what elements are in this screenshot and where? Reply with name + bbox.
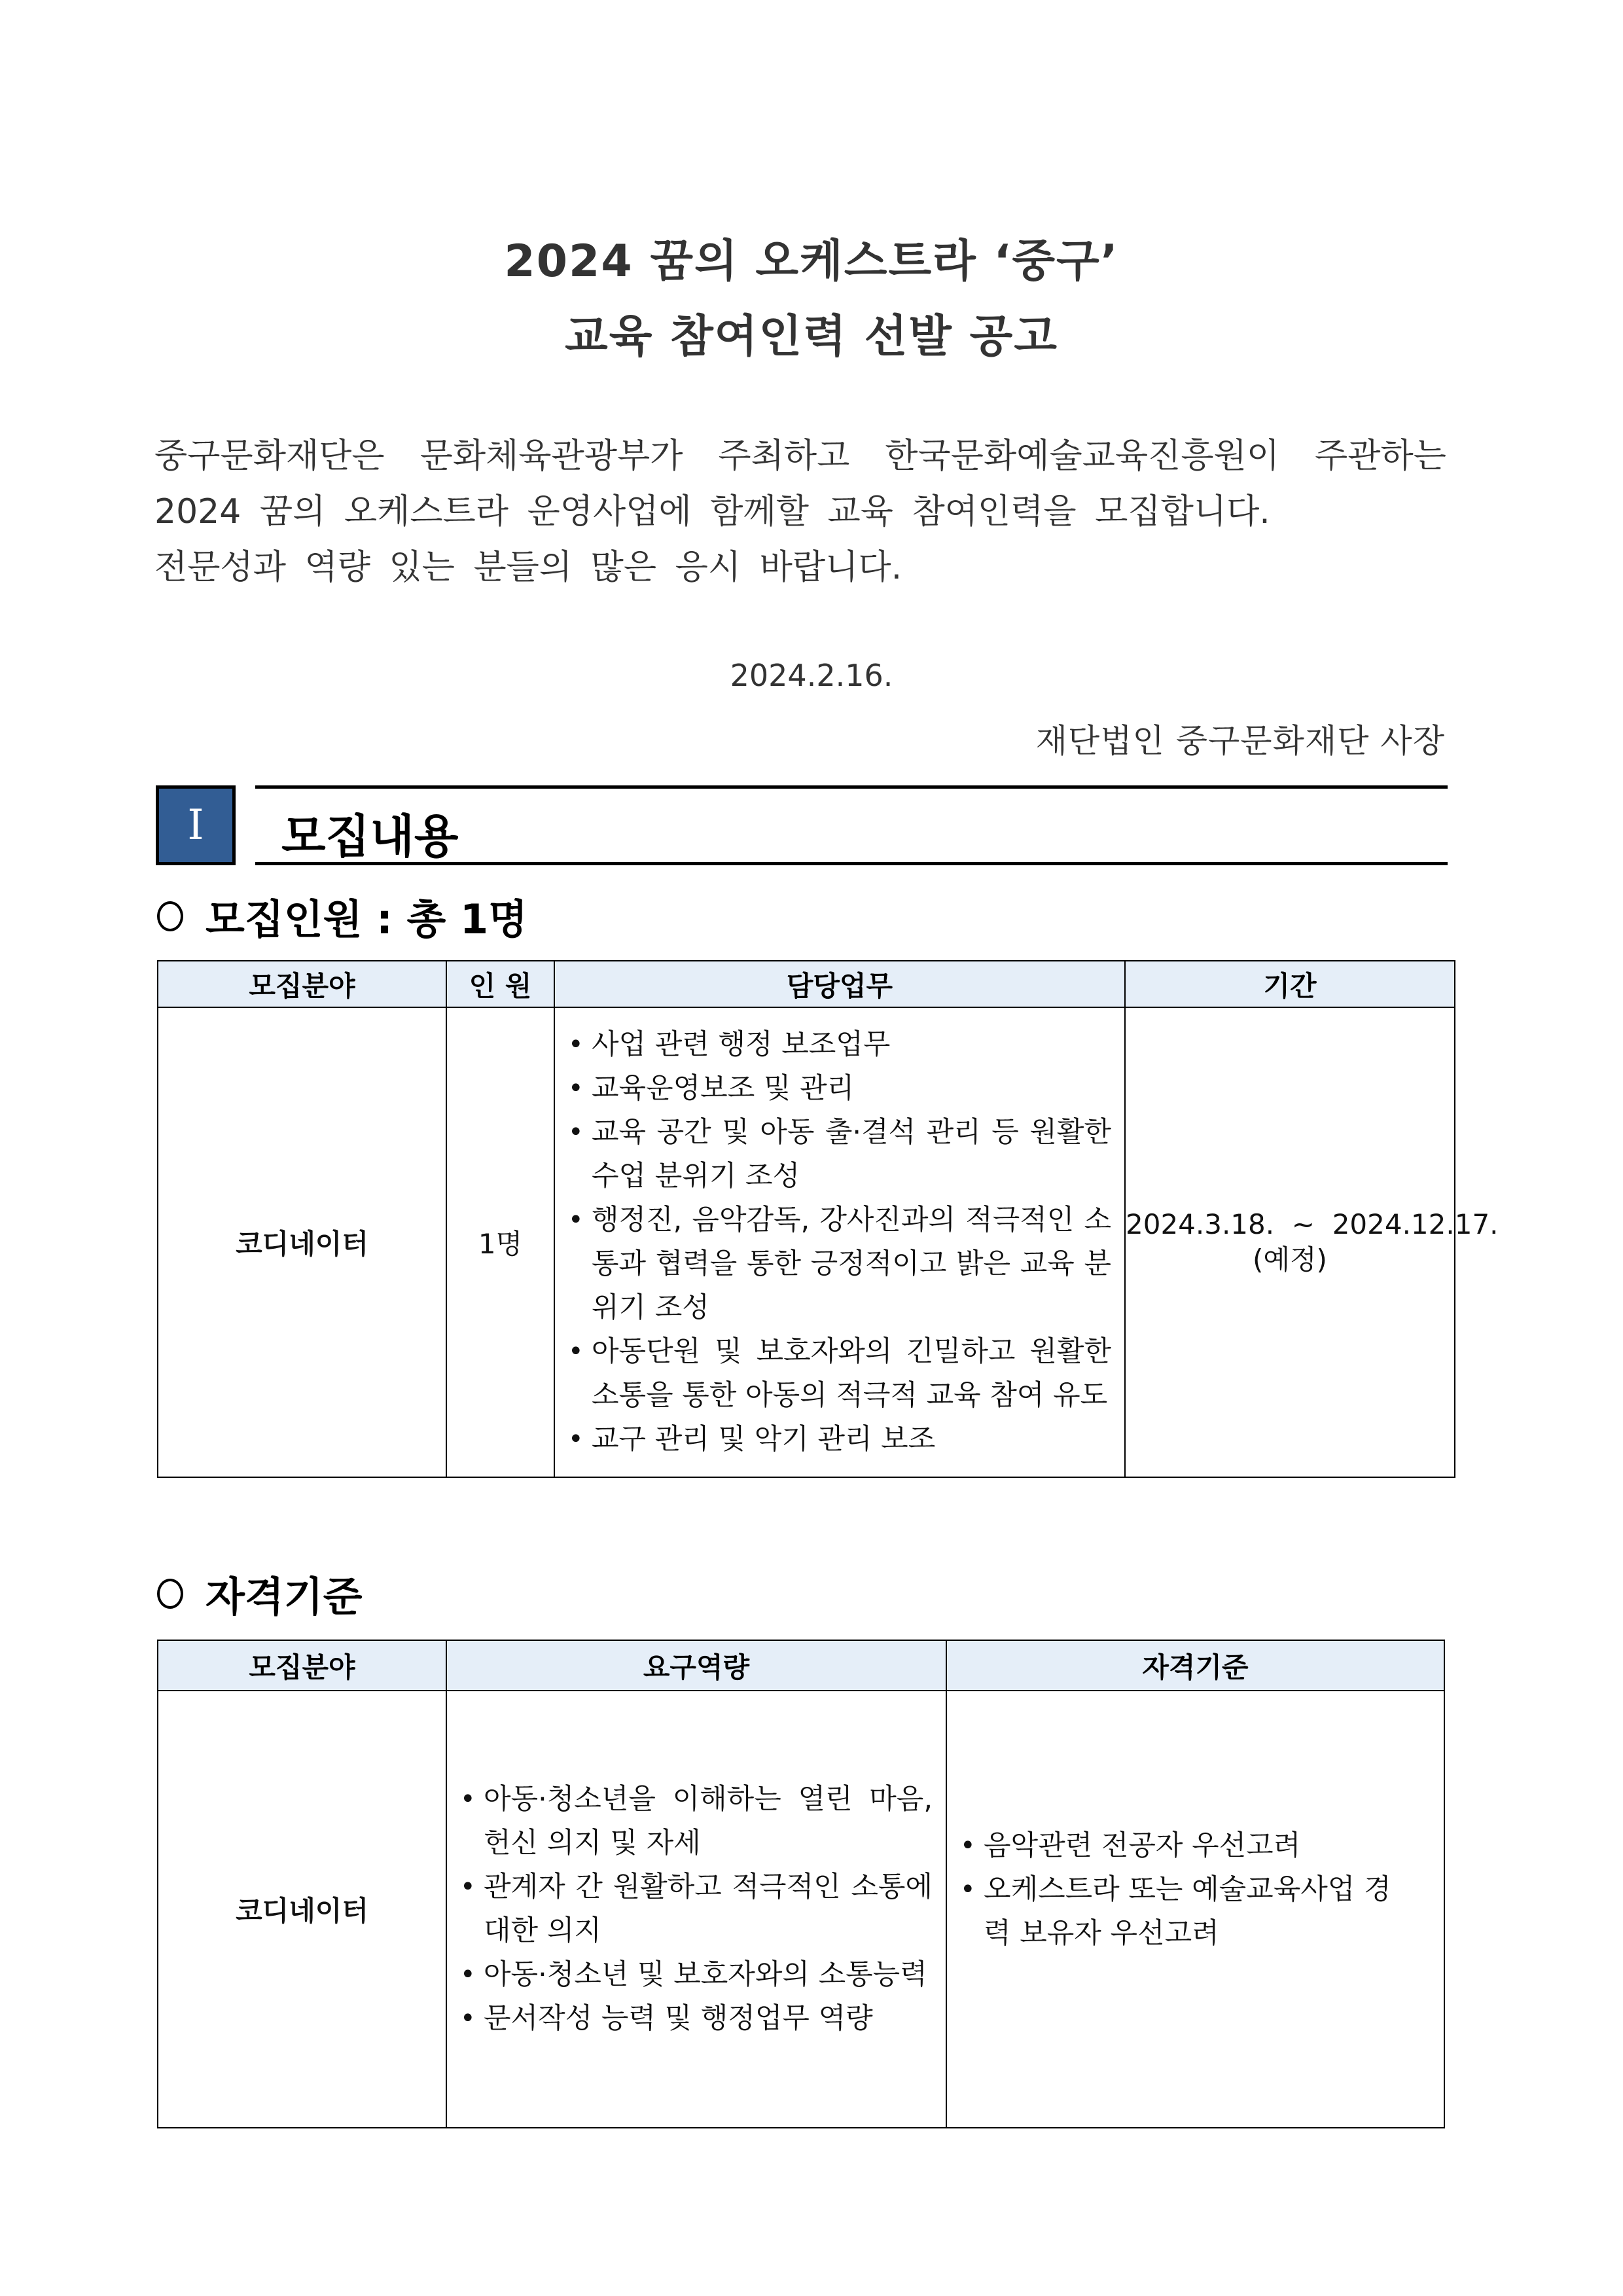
qualifications-table bbox=[157, 1640, 1445, 2128]
recruitment-heading bbox=[157, 887, 527, 945]
header-period: 기간 bbox=[1125, 961, 1455, 1007]
document-title-line-2: 교육 참여인력 선발 공고 bbox=[565, 311, 1058, 363]
table-header-row bbox=[158, 1640, 1444, 1691]
list-item: • 관계자 간 원활하고 적극적인 소통에 대한 의지 bbox=[460, 1865, 933, 1953]
recruitment-heading-text: 모집인원 : 총 1명 bbox=[205, 895, 528, 943]
intro-line-3: 전문성과 역량 있는 분들의 많은 응시 바랍니다. bbox=[154, 548, 902, 587]
list-item: • 아동단원 및 보호자와의 긴밀하고 원활한 소통을 통한 아동의 적극적 교육 참여 유도 bbox=[568, 1330, 1111, 1418]
circle-bullet-icon bbox=[157, 901, 183, 931]
list-item: • 아동·청소년 및 보호자와의 소통능력 bbox=[460, 1953, 933, 1997]
duties-list bbox=[555, 1023, 1124, 1462]
header-field: 모집분야 bbox=[158, 961, 446, 1007]
list-item: • 음악관련 전공자 우선고려 bbox=[960, 1824, 1418, 1868]
table-row bbox=[158, 1691, 1444, 2128]
criteria-list bbox=[947, 1824, 1444, 1995]
header-duties: 담당업무 bbox=[554, 961, 1125, 1007]
period-note: (예정) bbox=[1253, 1244, 1327, 1276]
period-range: 2024.3.18. ~ 2024.12.17. bbox=[1126, 1208, 1499, 1240]
competencies-list bbox=[447, 1778, 946, 2041]
list-item: • 사업 관련 행정 보조업무 bbox=[568, 1023, 1111, 1067]
table-header-row bbox=[158, 961, 1455, 1007]
list-item: • 교육운영보조 및 관리 bbox=[568, 1067, 1111, 1111]
list-item: • 아동·청소년을 이해하는 열린 마음, 헌신 의지 및 자세 bbox=[460, 1778, 933, 1865]
period-cell bbox=[1125, 1007, 1499, 1477]
header-criteria: 자격기준 bbox=[946, 1640, 1444, 1691]
list-item: • 교육 공간 및 아동 출·결석 관리 등 원활한 수업 분위기 조성 bbox=[568, 1111, 1111, 1198]
intro-line-2: 2024 꿈의 오케스트라 운영사업에 함께할 교육 참여인력을 모집합니다. bbox=[154, 492, 1270, 531]
qualifications-heading bbox=[157, 1564, 363, 1623]
list-item: • 교구 관리 및 악기 관리 보조 bbox=[568, 1418, 1111, 1462]
count-cell: 1명 bbox=[446, 1007, 554, 1477]
list-item: • 문서작성 능력 및 행정업무 역량 bbox=[460, 1997, 933, 2041]
header-count: 인 원 bbox=[446, 961, 554, 1007]
field-cell: 코디네이터 bbox=[158, 1007, 446, 1477]
recruitment-table bbox=[157, 960, 1499, 1478]
list-item: • 행정진, 음악감독, 강사진과의 적극적인 소통과 협력을 통한 긍정적이고 밝은 교육 분위기 조성 bbox=[568, 1198, 1111, 1330]
field-cell: 코디네이터 bbox=[158, 1691, 446, 2128]
section-top-rule bbox=[255, 785, 1448, 789]
table-row bbox=[158, 1007, 1455, 1477]
section-number-badge: I bbox=[156, 785, 236, 865]
header-competencies: 요구역량 bbox=[446, 1640, 946, 1691]
intro-line-1: 중구문화재단은 문화체육관광부가 주최하고 한국문화예술교육진흥원이 주관하는 bbox=[154, 437, 1446, 476]
list-item: • 오케스트라 또는 예술교육사업 경력 보유자 우선고려 bbox=[960, 1868, 1418, 1956]
competencies-cell bbox=[446, 1691, 946, 2128]
header-field: 모집분야 bbox=[158, 1640, 446, 1691]
section-title: 모집내용 bbox=[281, 810, 459, 863]
signature: 재단법인 중구문화재단 사장 bbox=[1035, 722, 1445, 760]
criteria-cell bbox=[946, 1691, 1444, 2128]
document-title-line-1: 2024 꿈의 오케스트라 ‘중구’ bbox=[504, 236, 1119, 287]
qualifications-heading-text: 자격기준 bbox=[205, 1573, 363, 1621]
announcement-date: 2024.2.16. bbox=[730, 658, 893, 693]
duties-cell bbox=[554, 1007, 1125, 1477]
circle-bullet-icon bbox=[157, 1579, 183, 1609]
